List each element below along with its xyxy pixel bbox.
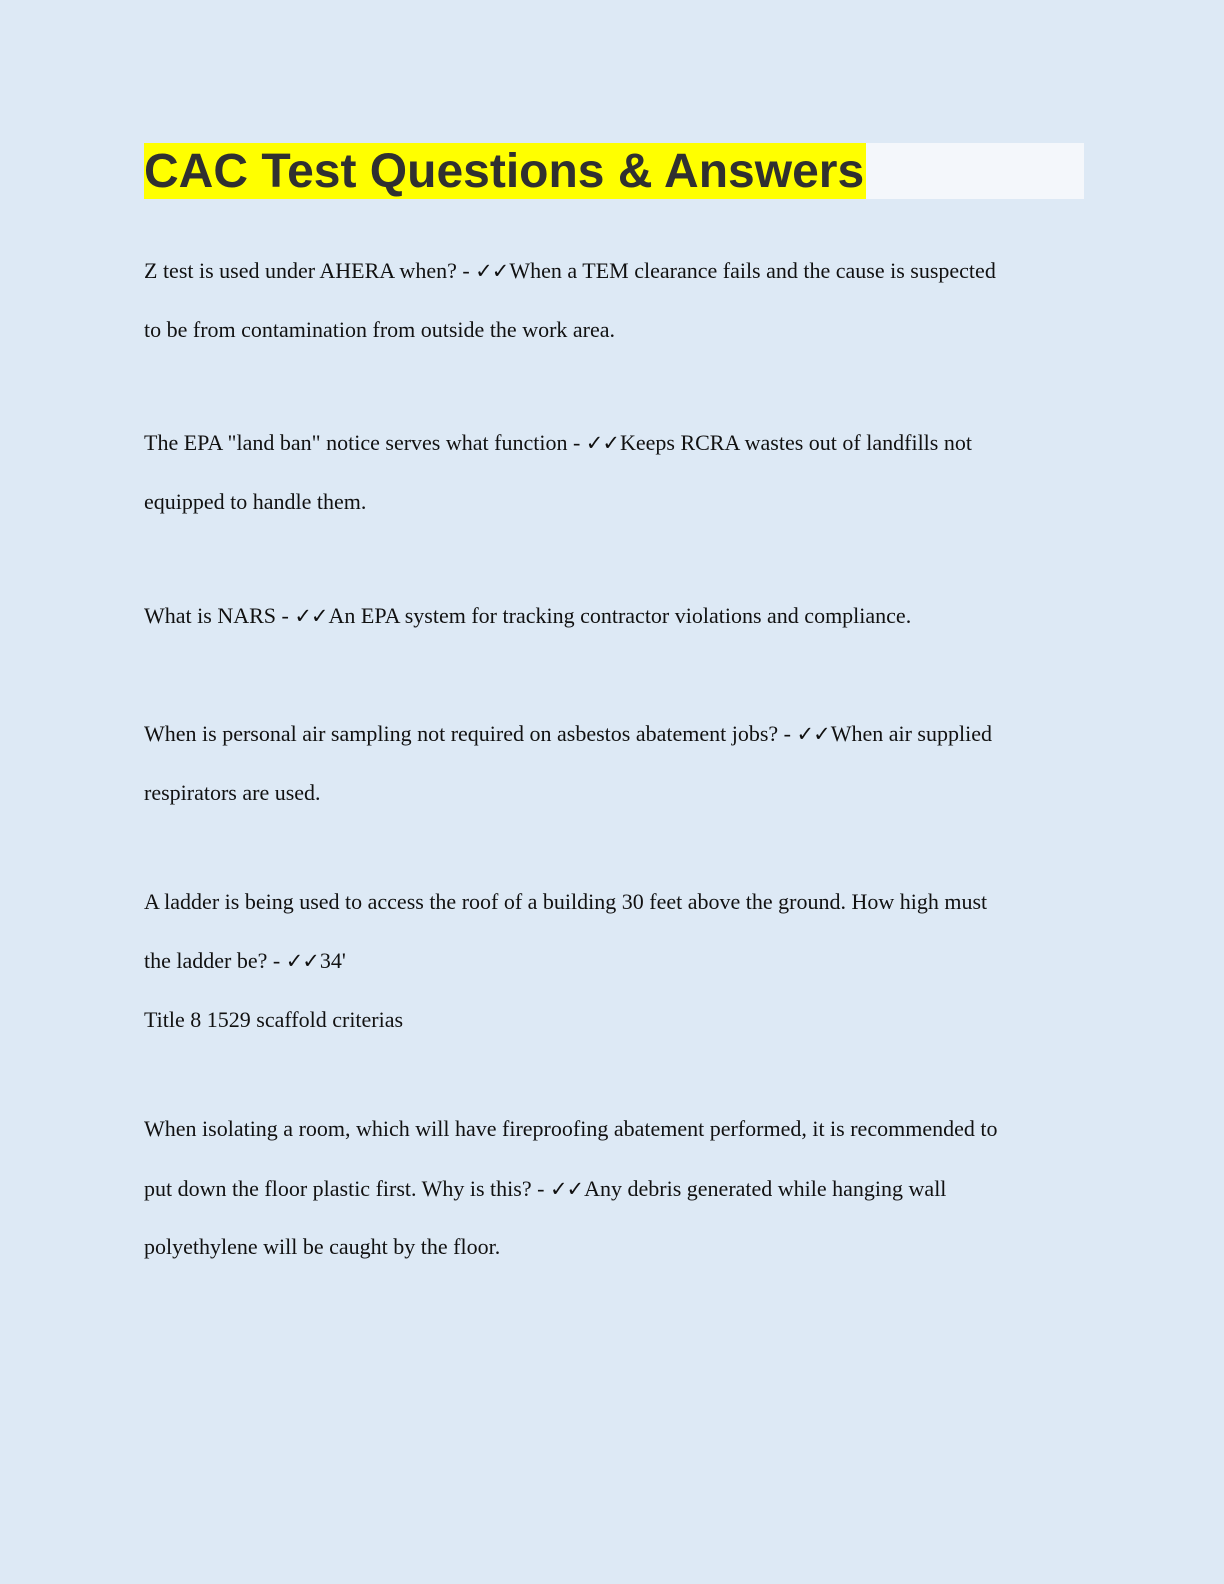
qa-item-5 (144, 948, 346, 974)
qa-item-6 (144, 1176, 946, 1202)
qa-question: the ladder be? - (144, 948, 286, 973)
double-check-icon: ✓✓ (585, 431, 619, 455)
double-check-icon: ✓✓ (475, 259, 509, 283)
double-check-icon: ✓✓ (294, 604, 328, 628)
double-check-icon: ✓✓ (549, 1177, 584, 1201)
qa-item-4 (144, 721, 992, 747)
qa-item-2 (144, 430, 972, 456)
qa-answer-continued: Title 8 1529 scaffold criterias (144, 1007, 404, 1032)
double-check-icon: ✓✓ (796, 722, 830, 746)
qa-question: put down the floor plastic first. Why is this? - (144, 1176, 550, 1201)
qa-answer: When a TEM clearance fails and the cause is suspected (509, 258, 996, 283)
qa-answer: Any debris generated while hanging wall (584, 1176, 947, 1201)
qa-answer: 34' (319, 948, 346, 973)
qa-item-5-question: A ladder is being used to access the roof of a building 30 feet above the ground. How high must (144, 889, 988, 914)
qa-question: When is personal air sampling not required on asbestos abatement jobs? - (144, 721, 797, 746)
qa-answer: An EPA system for tracking contractor violations and compliance. (328, 603, 912, 628)
document-title: CAC Test Questions & Answers (144, 145, 865, 198)
qa-answer-continued: polyethylene will be caught by the floor. (144, 1234, 501, 1259)
qa-question: Z test is used under AHERA when? - (144, 258, 476, 283)
qa-item-6-question: When isolating a room, which will have fireproofing abatement performed, it is recommended to (144, 1116, 998, 1141)
qa-answer-continued: equipped to handle them. (144, 489, 367, 514)
qa-item-1 (144, 258, 996, 284)
double-check-icon: ✓✓ (285, 949, 319, 973)
qa-question: What is NARS - (144, 603, 295, 628)
qa-question: The EPA "land ban" notice serves what function - (144, 430, 586, 455)
qa-item-3 (144, 603, 911, 629)
qa-answer: Keeps RCRA wastes out of landfills not (619, 430, 972, 455)
qa-answer: When air supplied (830, 721, 992, 746)
qa-answer-continued: to be from contamination from outside the work area. (144, 317, 616, 342)
qa-answer-continued: respirators are used. (144, 780, 321, 805)
